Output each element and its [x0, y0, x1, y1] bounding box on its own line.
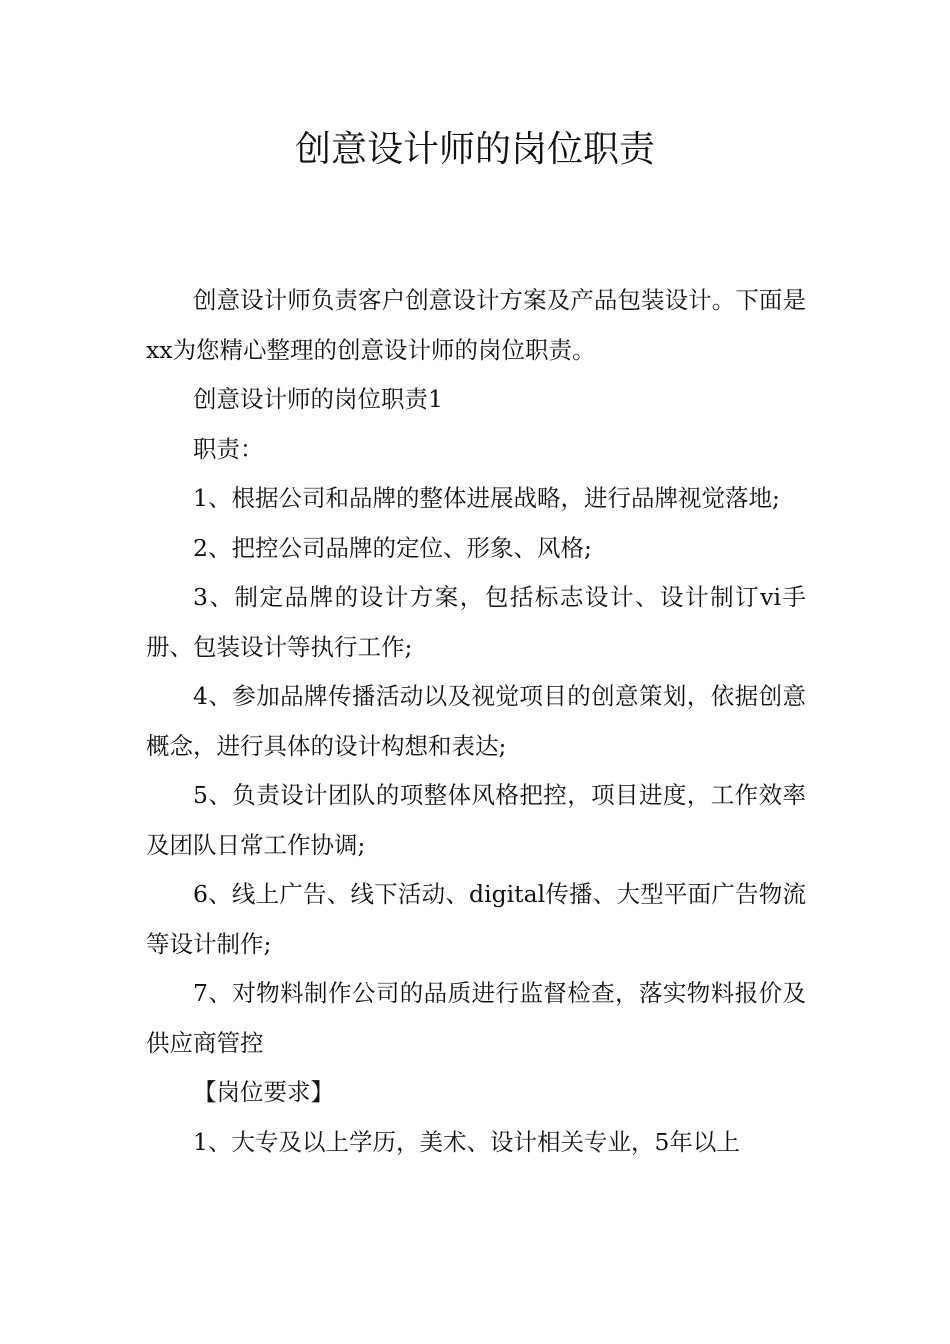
section-heading: 创意设计师的岗位职责1 [193, 385, 443, 413]
duty-item-1: 1、根据公司和品牌的整体进展战略，进行品牌视觉落地; [193, 484, 780, 512]
intro-paragraph: 创意设计师负责客户创意设计方案及产品包装设计。下面是xx为您精心整理的创意设计师的岗位职责。 [146, 286, 806, 364]
duty-item-4: 4、参加品牌传播活动以及视觉项目的创意策划，依据创意概念，进行具体的设计构想和表达; [146, 682, 806, 760]
duty-item-6: 6、线上广告、线下活动、digital传播、大型平面广告物流等设计制作; [146, 880, 806, 958]
duty-item-5: 5、负责设计团队的项整体风格把控，项目进度，工作效率及团队日常工作协调; [146, 781, 806, 859]
document-body [146, 276, 806, 1167]
duty-item-7: 7、对物料制作公司的品质进行监督检查，落实物料报价及供应商管控 [146, 979, 806, 1057]
requirements-heading: 【岗位要求】 [193, 1078, 334, 1106]
duties-label: 职责： [193, 434, 264, 463]
duty-item-2: 2、把控公司品牌的定位、形象、风格; [193, 533, 592, 562]
page-title: 创意设计师的岗位职责 [294, 129, 655, 170]
duty-item-3: 3、制定品牌的设计方案，包括标志设计、设计制订vi手册、包装设计等执行工作; [146, 583, 806, 661]
requirement-item-1: 1、大专及以上学历，美术、设计相关专业，5年以上 [193, 1127, 740, 1156]
